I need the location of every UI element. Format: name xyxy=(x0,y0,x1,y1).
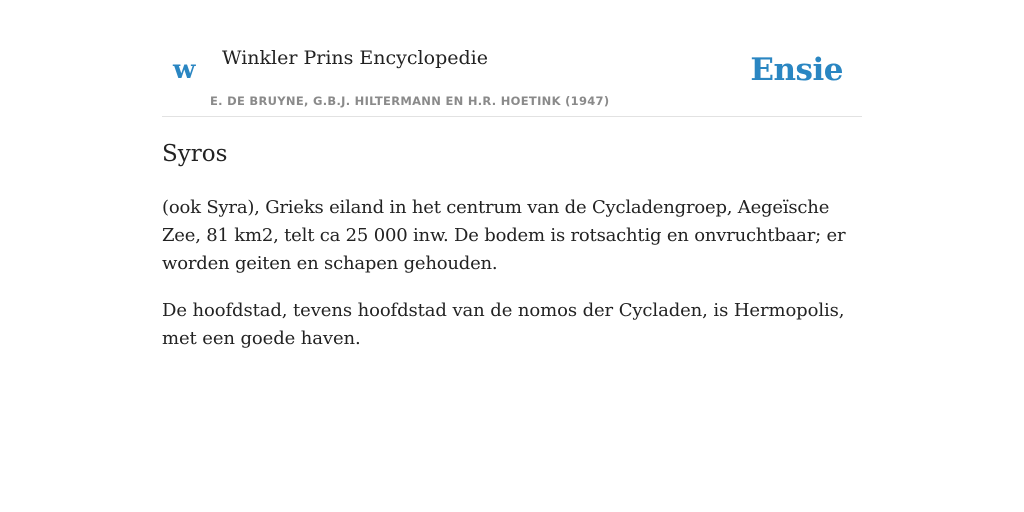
article-title: Syros xyxy=(162,141,228,167)
article-paragraph: De hoofdstad, tevens hoofdstad van de nomos der Cycladen, is Hermopolis, met een goede haven. xyxy=(162,300,845,349)
winkler-prins-logo[interactable]: w xyxy=(173,55,196,85)
ensie-logo[interactable]: Ensie xyxy=(750,52,843,88)
article-paragraph: (ook Syra), Grieks eiland in het centrum van de Cycladengroep, Aegeïsche Zee, 81 km2, telt ca 25 000 inw. De bodem is rotsachtig en onvruchtbaar; er worden geiten en schapen gehouden. xyxy=(162,197,846,274)
header xyxy=(162,0,862,117)
article-body xyxy=(162,194,862,353)
publication-authors: E. DE BRUYNE, G.B.J. HILTERMANN EN H.R. HOETINK (1947) xyxy=(210,94,610,108)
publication-title[interactable]: Winkler Prins Encyclopedie xyxy=(222,47,488,69)
article xyxy=(162,138,862,353)
